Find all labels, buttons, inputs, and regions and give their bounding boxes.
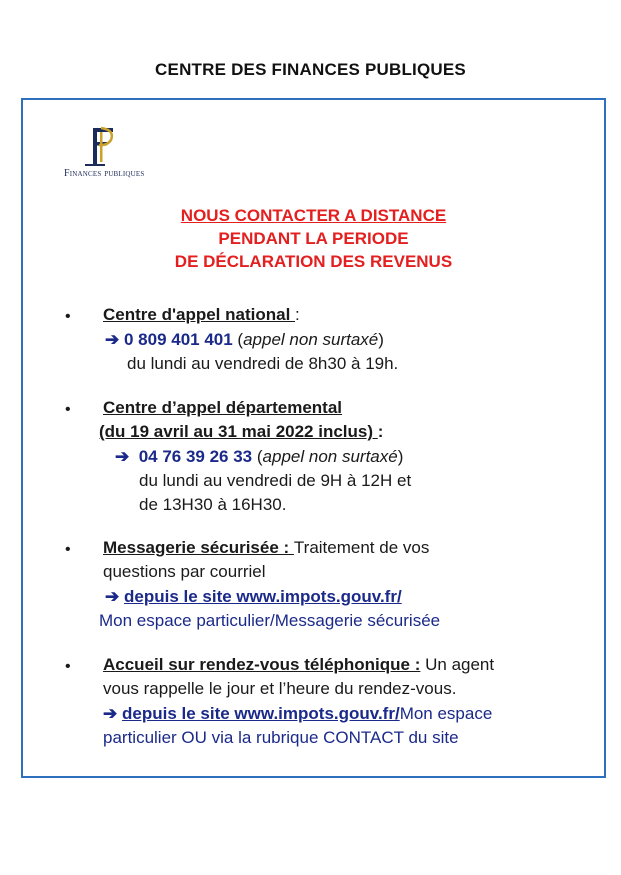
national-note: appel non surtaxé	[243, 330, 379, 349]
rdv-path-1: Mon espace	[399, 704, 493, 723]
departemental-phone[interactable]: 04 76 39 26 33	[138, 447, 253, 466]
messagerie-desc-1: Traitement de vos	[293, 538, 430, 557]
rdv-link-line	[103, 702, 492, 725]
note-close: )	[378, 330, 384, 349]
messagerie-desc-2: questions par courriel	[103, 562, 266, 581]
departemental-phone-line	[115, 445, 403, 468]
departemental-title: Centre d’appel départemental	[103, 398, 343, 417]
headline-line-2: PENDANT LA PERIODE	[218, 229, 409, 248]
finances-publiques-logo	[64, 124, 177, 182]
rdv-path-2: particulier OU via la rubrique CONTACT du site	[103, 728, 459, 747]
messagerie-title-line	[103, 536, 429, 559]
departemental-note: appel non surtaxé	[262, 447, 398, 466]
headline	[23, 204, 604, 273]
messagerie-title: Messagerie sécurisée :	[103, 538, 294, 557]
messagerie-path: Mon espace particulier/Messagerie sécurisée	[99, 611, 441, 630]
departemental-hours-1: du lundi au vendredi de 9H à 12H et	[139, 471, 412, 490]
finances-publiques-logo-icon	[81, 124, 117, 168]
arrow-icon: ➔	[115, 447, 130, 466]
page-title: CENTRE DES FINANCES PUBLIQUES	[155, 60, 466, 79]
national-phone-line	[105, 328, 384, 351]
logo-text: Finances publiques	[64, 168, 145, 179]
headline-line-1: NOUS CONTACTER A DISTANCE	[180, 206, 447, 225]
note-open: (	[252, 447, 263, 466]
national-title: Centre d'appel national	[103, 305, 296, 324]
note-close: )	[397, 447, 404, 466]
national-phone[interactable]: 0 809 401 401	[123, 330, 233, 349]
bullet: •	[65, 308, 71, 325]
bullet: •	[65, 541, 71, 558]
contact-info-box	[21, 98, 606, 778]
messagerie-link-line	[105, 585, 402, 608]
rdv-desc-2: vous rappelle le jour et l’heure du rendez-vous.	[103, 679, 457, 698]
rdv-link[interactable]: depuis le site www.impots.gouv.fr/	[121, 704, 400, 723]
arrow-icon: ➔	[105, 587, 120, 606]
rdv-title: Accueil sur rendez-vous téléphonique :	[103, 655, 421, 674]
rdv-desc-1: Un agent	[420, 655, 495, 674]
national-title-line	[103, 303, 300, 326]
arrow-icon: ➔	[103, 704, 118, 723]
national-hours: du lundi au vendredi de 8h30 à 19h.	[127, 354, 399, 373]
departemental-period-suffix: :	[377, 422, 384, 441]
bullet: •	[65, 658, 71, 675]
note-open: (	[232, 330, 244, 349]
arrow-icon: ➔	[105, 330, 120, 349]
national-title-suffix: :	[295, 305, 300, 324]
messagerie-link[interactable]: depuis le site www.impots.gouv.fr/	[123, 587, 402, 606]
departemental-period: (du 19 avril au 31 mai 2022 inclus)	[99, 422, 378, 441]
departemental-hours-2: de 13H30 à 16H30.	[139, 495, 287, 514]
headline-line-3: DE DÉCLARATION DES REVENUS	[174, 252, 453, 271]
rdv-title-line	[103, 653, 494, 676]
bullet: •	[65, 401, 71, 418]
departemental-period-line	[99, 420, 383, 443]
